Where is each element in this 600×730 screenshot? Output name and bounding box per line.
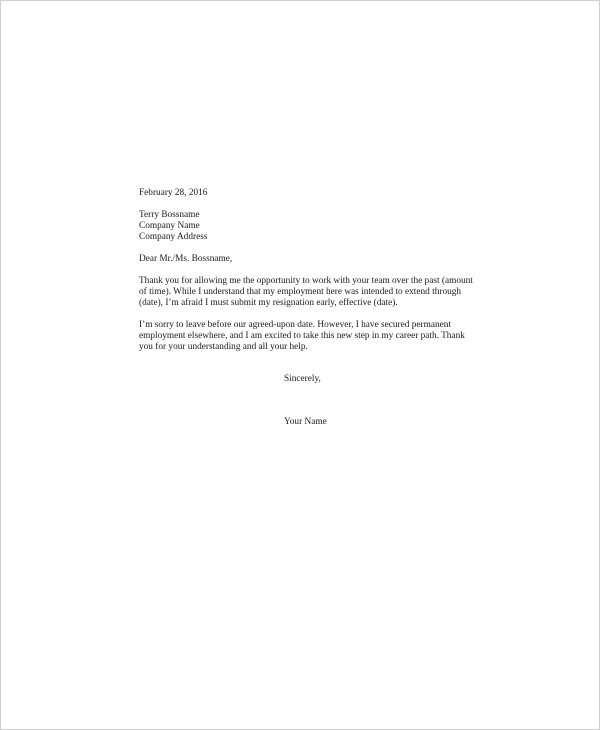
paragraph-2 bbox=[139, 320, 489, 353]
recipient-address-block bbox=[139, 210, 489, 243]
recipient-address: Company Address bbox=[139, 232, 208, 242]
letter-signature: Your Name bbox=[284, 417, 327, 427]
greeting-text: Dear Mr./Ms. Bossname, bbox=[139, 254, 233, 264]
recipient-company: Company Name bbox=[139, 221, 200, 231]
paragraph-2-line: you for your understanding and all your help. bbox=[139, 342, 308, 352]
paragraph-2-line: employment elsewhere, and I am excited to take this new step in my career path. Thank bbox=[139, 331, 465, 341]
paragraph-1 bbox=[139, 276, 489, 309]
paragraph-1-line: Thank you for allowing me the opportunity to work with your team over the past (amount bbox=[139, 276, 473, 286]
date-text: February 28, 2016 bbox=[139, 188, 208, 198]
letter-body bbox=[139, 188, 489, 364]
recipient-name: Terry Bossname bbox=[139, 210, 200, 220]
paragraph-1-line: of time). While I understand that my employment here was intended to extend through bbox=[139, 287, 462, 297]
paragraph-2-line: I’m sorry to leave before our agreed-upon date. However, I have secured permanent bbox=[139, 320, 451, 330]
letter-date bbox=[139, 188, 489, 199]
letter-greeting bbox=[139, 254, 489, 265]
paragraph-1-line: (date), I’m afraid I must submit my resignation early, effective (date). bbox=[139, 298, 398, 308]
letter-closing: Sincerely, bbox=[284, 374, 321, 384]
